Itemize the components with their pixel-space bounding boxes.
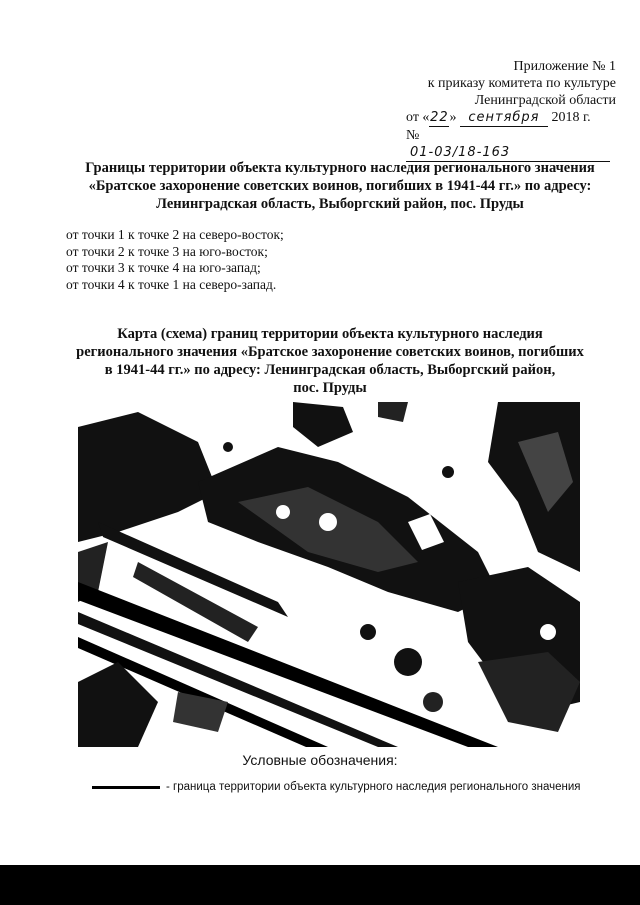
number-label: № bbox=[406, 128, 420, 143]
map-title-line: в 1941-44 гг.» по адресу: Ленинградская область, Выборгский район, bbox=[104, 362, 556, 378]
boundary-point-item: от точки 3 к точке 4 на юго-запад; bbox=[66, 260, 261, 275]
legend-boundary-label: - граница территории объекта культурного наследия регионального значения bbox=[166, 781, 581, 793]
legend-boundary-item bbox=[92, 781, 581, 793]
boundary-line-swatch bbox=[92, 786, 160, 789]
map-title-line: регионального значения «Братское захоронение советских воинов, погибших bbox=[76, 344, 584, 360]
map-title-line: пос. Пруды bbox=[293, 380, 367, 396]
boundary-point-item: от точки 1 к точке 2 на северо-восток; bbox=[66, 227, 284, 242]
appendix-number bbox=[316, 127, 616, 162]
number-value: 01-03/18-163 bbox=[406, 144, 610, 162]
boundary-points-list bbox=[66, 227, 284, 293]
legend-title: Условные обозначения: bbox=[242, 752, 398, 768]
aerial-map-graphic bbox=[78, 402, 580, 747]
date-day: 22 bbox=[430, 110, 449, 125]
date-year: 2018 г. bbox=[551, 110, 591, 125]
date-mid: » bbox=[449, 110, 457, 125]
map-title-line: Карта (схема) границ территории объекта культурного наследия bbox=[117, 326, 543, 342]
date-prefix: от « bbox=[406, 110, 430, 125]
boundaries-title-line: Ленинградская область, Выборгский район, пос. Пруды bbox=[156, 196, 524, 212]
appendix-title: Приложение № 1 bbox=[513, 59, 616, 74]
appendix-order-line: к приказу комитета по культуре bbox=[427, 76, 616, 91]
boundary-point-item: от точки 4 к точке 1 на северо-запад. bbox=[66, 276, 277, 292]
boundaries-title-line: «Братское захоронение советских воинов, погибших в 1941-44 гг.» по адресу: bbox=[88, 178, 592, 194]
aerial-map-image bbox=[78, 402, 580, 747]
appendix-region-line: Ленинградской области bbox=[474, 93, 616, 108]
map-title bbox=[60, 325, 600, 397]
scan-bottom-border bbox=[0, 865, 640, 905]
boundaries-title-line: Границы территории объекта культурного наследия регионального значения bbox=[85, 160, 595, 176]
appendix-date bbox=[316, 109, 616, 127]
boundaries-title bbox=[60, 159, 620, 213]
date-month: сентября bbox=[460, 109, 548, 127]
boundary-point-item: от точки 2 к точке 3 на юго-восток; bbox=[66, 243, 268, 259]
appendix-header bbox=[316, 58, 616, 162]
